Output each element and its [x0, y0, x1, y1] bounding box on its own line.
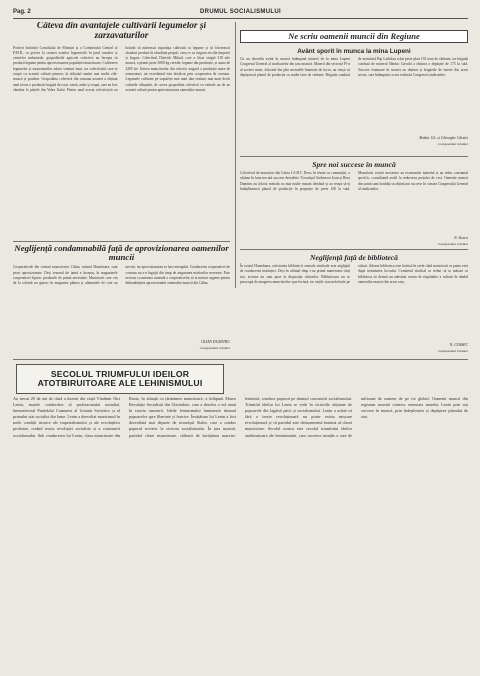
- article-title: SECOLUL TRIUMFULUI IDEILOR ATOTBIRUITOARE ALE LEHINISMULUI: [37, 368, 203, 388]
- article-body: [13, 265, 230, 339]
- article-title: Avânt sporit în munca la mina Lupeni: [297, 48, 411, 55]
- section-divider: [240, 156, 468, 157]
- signature: Rednic Gh. și Gheorghe Cârstei: [419, 136, 468, 140]
- column-divider: [235, 22, 236, 288]
- section-divider: [240, 249, 468, 250]
- article-text: Cooperativele din centrul muncitoresc Călan, raionul Hunedoara, sunt prost aprovizionate. Deși sezonul de iarnă a început, în magazinele cooperativei lipsesc produsele de primă necesitate. Muncitorii care vin de la schimb nu găsesc în magazine pâinea și alimentele de care au nevoie, iar aprovizionarea se face neregulat. Conducerea cooperativei de consum nu s-a îngrijit din timp de asigurarea mărfurilor necesare. Este necesar ca uniunea raională a cooperativelor să ia măsuri urgente pentru îmbunătățirea aprovizionării oamenilor muncii din Călan.: [13, 265, 230, 286]
- signature-role: corespondent voluntar: [437, 142, 468, 146]
- section-banner: Ne scriu oamenii muncii din Regiune: [240, 30, 468, 43]
- signature-role: corespondent voluntar: [437, 349, 468, 353]
- signature: N. Stoica: [454, 236, 468, 240]
- article-body: [13, 46, 230, 231]
- article-body: [240, 264, 468, 342]
- article-text: În orașul Hunedoara, activitatea bibliotecii centrale sindicale este neglijată de conducerea instituției. Deși în ultimul timp s-au primit numeroase cărți noi, acestea nu sunt puse la dispoziția cititorilor. Bibliotecara nu se preocupă de atragerea muncitorilor spre lectură, iar cărțile stau nefolosite pe rafturi. Adesea biblioteca este închisă în orele când muncitorii ar putea veni după terminarea lucrului. Comitetul sindical ar trebui să ia măsuri ca biblioteca să devină un adevărat centru de răspândire a culturii în rândul oamenilor muncii din acest oraș.: [240, 264, 468, 284]
- section-divider: [13, 241, 230, 242]
- article-text: Colectivul de muncitori din Uzina I.A.R.T. Deva, în frunte cu comuniștii, a obținut în luna trecută succese deosebite. Tovarășul Andreescu Ioan și Bora Dumitru au folosit metoda cu mai multe mașini deodată și au reușit să-și îndeplinească planul de producție în proporție de peste 160 la sută. Muncitorii secției mecanice au economisit material și au redus consumul specific, contribuind astfel la reducerea prețului de cost. Oamenii muncii din uzină sunt hotărâți să obțină noi succese în cinstea Congresului General al sindicatelor.: [240, 171, 468, 191]
- article-text: Au trecut 29 de ani de când a încetat din viață Vladimir Ilici Lenin, marele conducător al proletariatului mondial, întemeietorul Partidului Comunist al Uniunii Sovietice și al primului stat socialist din lume. Lenin a dezvoltat marxismul în noile condiții istorice ale imperialismului și ale revoluțiilor proletare, creând teoria revoluției socialiste și a construirii socialismului. Sub conducerea lui Lenin, clasa muncitoare din Rusia, în alianță cu țărănimea muncitoare, a înfăptuit Marea Revoluție Socialistă din Octombrie, care a deschis o eră nouă în istoria omenirii. Ideile leninismului luminează drumul popoarelor spre libertate și fericire. Învățătura lui Lenin a fost dezvoltată mai departe de tovarășul Stalin, care a condus poporul sovietic la victoria socialismului. În țara noastră, partidul clasei muncitoare, călăuzit de învățătura marxist-leninistă, conduce poporul pe drumul construirii socialismului. Triumful ideilor lui Lenin se vede în victoriile obținute de popoarele din lagărul păcii și socialismului. Lenin a arătat că fără o teorie revoluționară nu poate exista mișcare revoluționară și că partidul este detașamentul înaintat al clasei muncitoare. Secolul nostru este secolul triumfului ideilor atotbiruitoare ale leninismului, care cuceresc mințile a sute de milioane de oameni de pe tot globul. Oamenii muncii din regiunea noastră cinstesc memoria marelui Lenin prin noi succese în muncă, prin îndeplinirea și depășirea planului de stat.: [13, 396, 468, 438]
- article-text: Cu un deosebit avânt în muncă întâmpină minerii de la mina Lupeni Congresul General al sindicatelor din țara noastră. Minerii din sectorul IV-a al acestei mine, folosind din plin metodele înaintate de lucru, au reușit să depășească planul de producție cu multe tone de cărbune. Brigada condusă de utemistul Pap Ladislau a dat peste plan 135 tone de cărbune, iar brigada condusă de minerul Haiduc Gavrilă a obținut o depășire de 175 la sută. Succese frumoase în muncă au obținut și brigăzile de tineret din acest sector, care întâmpină cu noi realizări Congresul sindicatelor.: [240, 57, 468, 77]
- article-lenin: [13, 396, 468, 666]
- article-body: [13, 396, 468, 666]
- newspaper-name: DRUMUL SOCIALISMULUI: [200, 9, 281, 15]
- page-number: Pag. 2: [13, 9, 31, 15]
- article-title: Câteva din avantajele cultivării legumelor și zarzavaturilor: [36, 22, 207, 41]
- signature-role: corespondent voluntar: [437, 242, 468, 246]
- section-divider: [13, 359, 468, 360]
- article-lupeni: [240, 46, 468, 154]
- lenin-title-box: [16, 364, 224, 394]
- article-text: Potrivit hotărârii Consiliului de Miniștri și a Comitetului Central al P.M.R., cu privire la crearea zonelor legumicole în jurul orașelor și centrelor industriale, gospodăriile agricole colective au început să producă legume pentru aprovizionarea populației muncitoare. Cultivarea legumelor și zarzavaturilor aduce venituri mari, iar colectiviștii care se ocupă cu această cultură primesc la sfârșitul anului mai multe zile-muncă și produse. Gospodăria colectivă din comuna noastră a obținut anul trecut o producție bogată de roșii, varză, ardei și ceapă, care au fost vândute la piețele din Valea Jiului. Pentru anul acesta colectiviștii au hotărât să mărească suprafața cultivată cu legume și să folosească răsaduri produse în răsadnițe proprii, ceea ce va asigura recolte timpurii și bogate. Colectivul Dietrich Mihail, care a făcut sirigul 318 zile muncă, a primit peste 3000 kg cereale, legume din producție, și suma de 2385 lei. Unirea muncitorilor din colectiv asigură o producție mare de zarzavaturi, iar excedentul este desfăcut prin cooperativa de consum. Legumele cultivate pe suprafețe mai mari dau venituri mai mari decât culturile obișnuite, de aceea gospodăria colectivă va extinde an de an această cultură pentru aprovizionarea oamenilor muncii.: [13, 45, 230, 92]
- signature-role: corespondent voluntar: [199, 346, 230, 351]
- article-title: Neglijență față de bibliotecă: [310, 253, 398, 262]
- signature: N. COSSEC: [449, 343, 468, 347]
- article-title: Neglijență condamnabilă față de aprovizionarea oamenilor muncii: [14, 244, 229, 263]
- signature: OLIAN DUMITRU: [200, 340, 230, 345]
- article-biblioteca: [240, 251, 468, 355]
- article-aprovizionare: [13, 244, 230, 356]
- article-body: [240, 171, 468, 235]
- page-header: [13, 8, 468, 19]
- article-succese: [240, 158, 468, 248]
- article-title: Spre noi succese în muncă: [312, 160, 396, 169]
- article-vegetables: [13, 22, 230, 240]
- article-body: [240, 57, 468, 135]
